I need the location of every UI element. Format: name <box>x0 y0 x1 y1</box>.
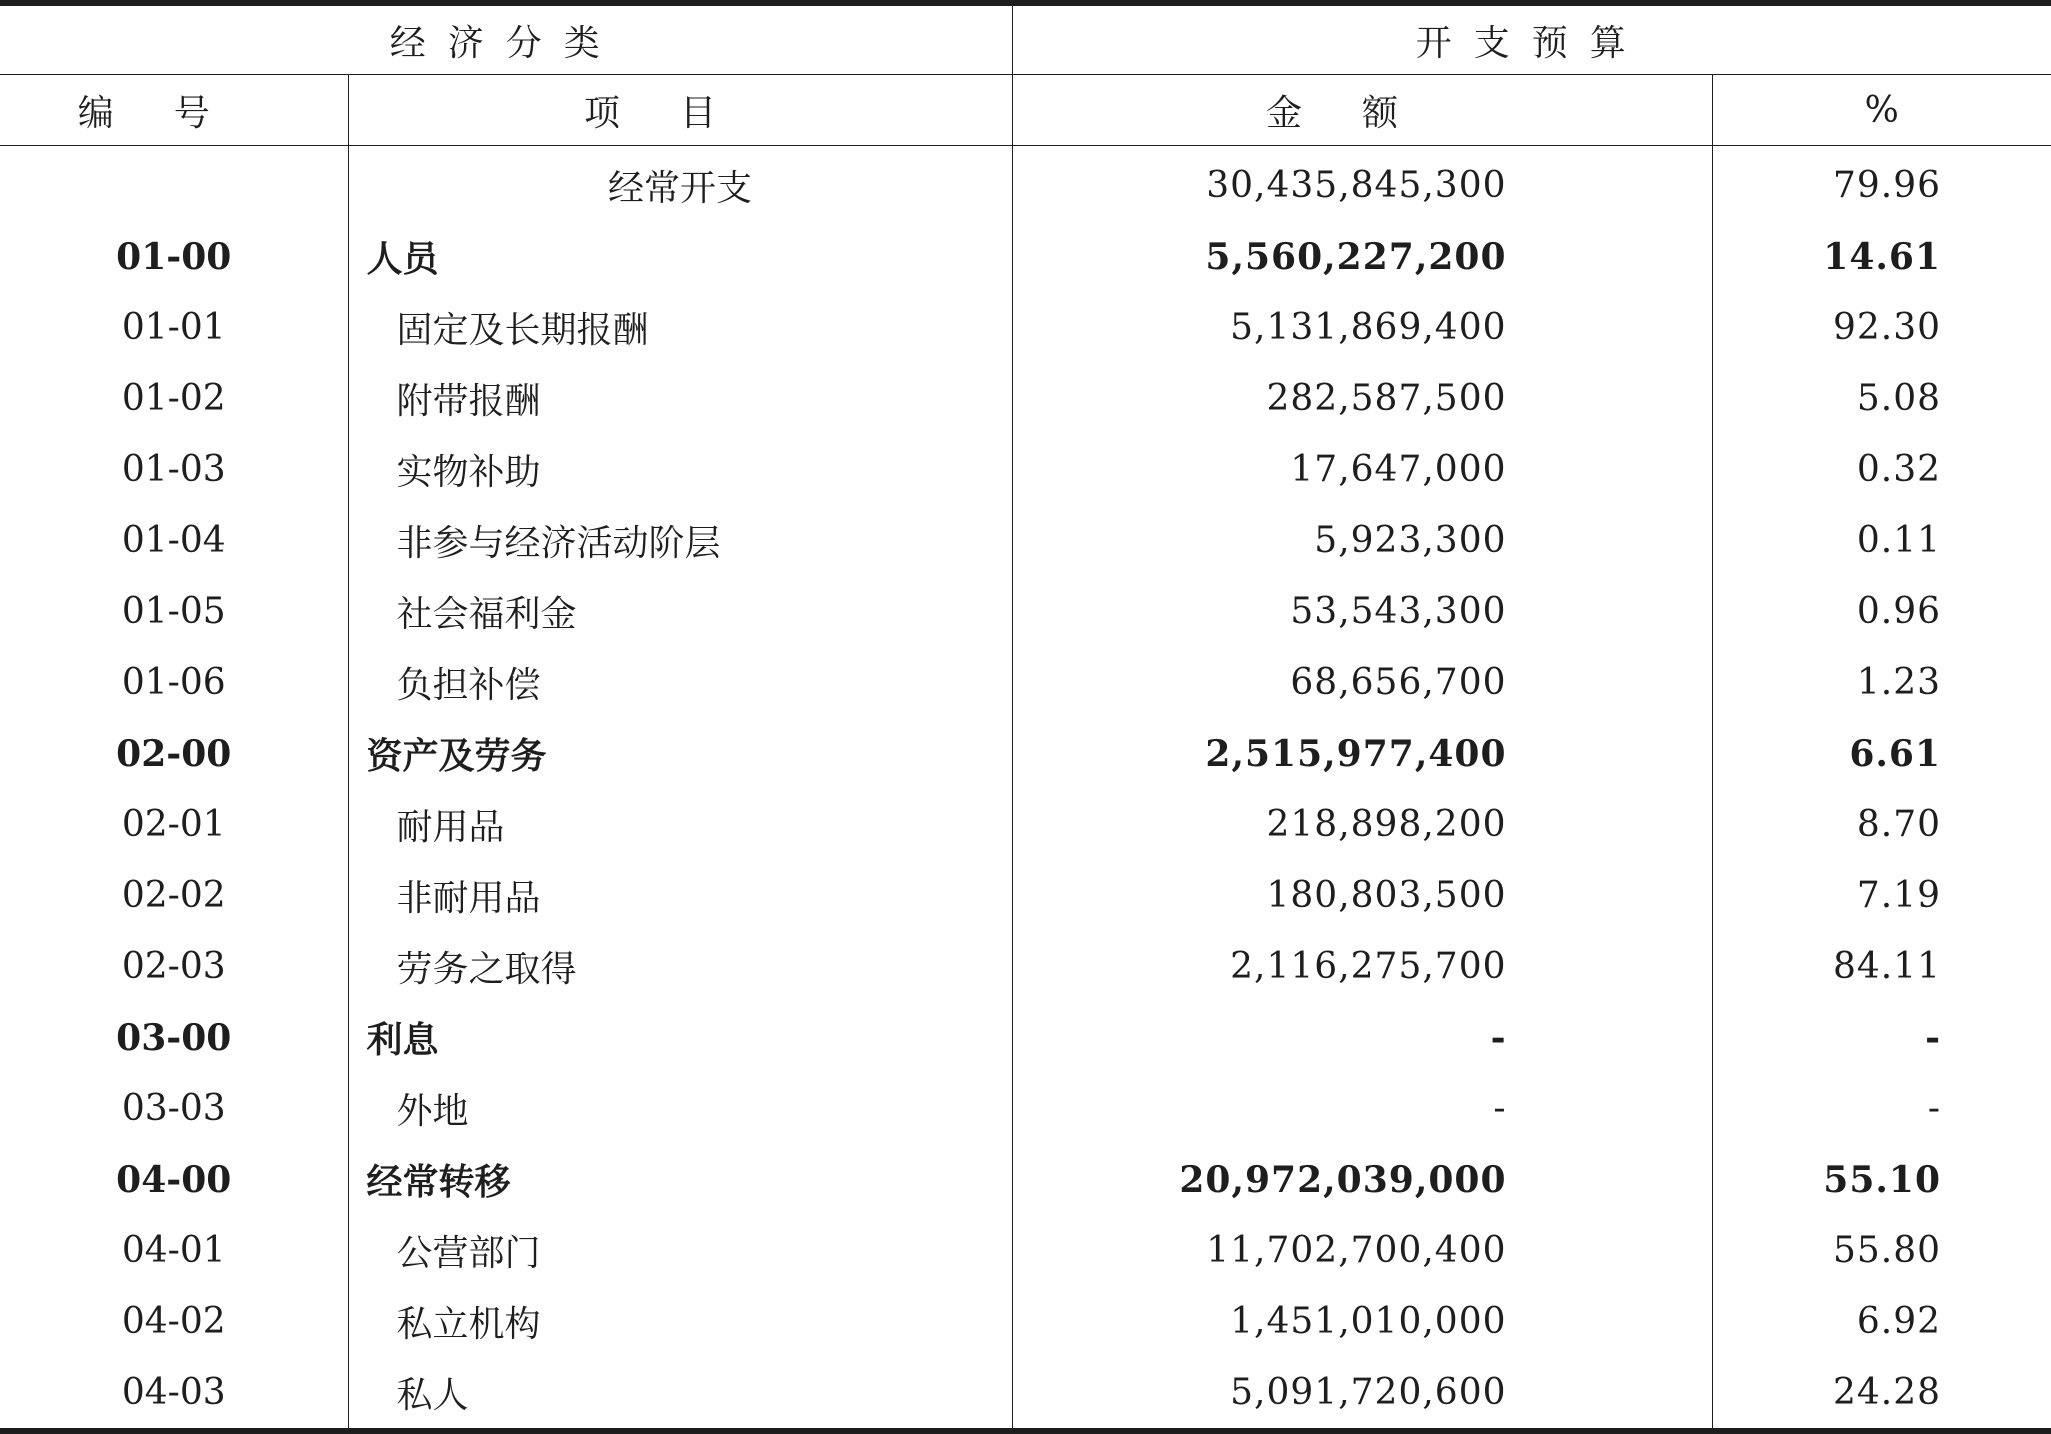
cell-amount: 68,656,700 <box>1012 647 1712 718</box>
table-row <box>0 1144 2051 1215</box>
cell-amount: 282,587,500 <box>1012 363 1712 434</box>
table-row <box>0 221 2051 292</box>
cell-percent: 24.28 <box>1712 1357 2051 1431</box>
header-column-row <box>0 75 2051 146</box>
table-row <box>0 292 2051 363</box>
cell-item: 利息 <box>348 1002 1012 1073</box>
column-header-percent: % <box>1712 75 2051 146</box>
cell-code <box>0 146 348 222</box>
cell-code: 02-03 <box>121 946 226 987</box>
cell-code: 04-03 <box>0 1357 348 1431</box>
cell-amount: 5,091,720,600 <box>1012 1357 1712 1431</box>
cell-amount: - <box>1012 1073 1712 1144</box>
cell-percent: 55.10 <box>1712 1144 2051 1215</box>
table-row <box>0 718 2051 789</box>
table-row <box>0 1073 2051 1144</box>
cell-code: 04-00 <box>116 1158 232 1201</box>
cell-item: 外地 <box>348 1073 1012 1144</box>
table-row <box>0 363 2051 434</box>
cell-item: 耐用品 <box>348 789 1012 860</box>
cell-amount: 20,972,039,000 <box>1012 1144 1712 1215</box>
table-row <box>0 860 2051 931</box>
cell-code: 03-00 <box>116 1016 232 1059</box>
cell-code: 01-04 <box>121 520 226 561</box>
table-row <box>0 1215 2051 1286</box>
column-header-amount: 金额 <box>1012 75 1712 146</box>
column-header-code: 编号 <box>0 75 348 146</box>
cell-amount: 5,131,869,400 <box>1012 292 1712 363</box>
table-row <box>0 1357 2051 1431</box>
header-economic-classification: 经济分类 <box>0 3 1012 75</box>
cell-percent: 92.30 <box>1712 292 2051 363</box>
cell-code: 01-06 <box>121 662 226 703</box>
table-row <box>0 1002 2051 1073</box>
cell-code: 02-00 <box>116 732 232 775</box>
cell-percent: 84.11 <box>1712 931 2051 1002</box>
cell-item: 非参与经济活动阶层 <box>348 505 1012 576</box>
table-row <box>0 789 2051 860</box>
cell-amount: 180,803,500 <box>1012 860 1712 931</box>
cell-item: 经常转移 <box>348 1144 1012 1215</box>
cell-percent: 0.32 <box>1712 434 2051 505</box>
cell-amount: 5,923,300 <box>1012 505 1712 576</box>
cell-amount: 11,702,700,400 <box>1012 1215 1712 1286</box>
cell-percent: 14.61 <box>1712 221 2051 292</box>
cell-item: 人员 <box>348 221 1012 292</box>
cell-code: 04-01 <box>121 1230 226 1271</box>
table-body <box>0 146 2051 1432</box>
cell-item: 经常开支 <box>348 146 1012 222</box>
cell-percent: 7.19 <box>1712 860 2051 931</box>
cell-amount: 2,116,275,700 <box>1012 931 1712 1002</box>
cell-amount: 5,560,227,200 <box>1012 221 1712 292</box>
cell-item: 劳务之取得 <box>348 931 1012 1002</box>
cell-amount: 1,451,010,000 <box>1012 1286 1712 1357</box>
cell-percent: 55.80 <box>1712 1215 2051 1286</box>
column-header-item: 项目 <box>348 75 1012 146</box>
table-header <box>0 3 2051 146</box>
cell-item: 资产及劳务 <box>348 718 1012 789</box>
cell-code: 02-02 <box>121 875 226 916</box>
cell-item: 非耐用品 <box>348 860 1012 931</box>
cell-percent: 6.92 <box>1712 1286 2051 1357</box>
cell-percent: 8.70 <box>1712 789 2051 860</box>
cell-amount: 2,515,977,400 <box>1012 718 1712 789</box>
cell-item: 固定及长期报酬 <box>348 292 1012 363</box>
cell-percent: 0.96 <box>1712 576 2051 647</box>
cell-percent: 1.23 <box>1712 647 2051 718</box>
cell-amount: 30,435,845,300 <box>1012 146 1712 222</box>
table-row <box>0 931 2051 1002</box>
cell-item: 附带报酬 <box>348 363 1012 434</box>
cell-item: 社会福利金 <box>348 576 1012 647</box>
cell-code: 03-03 <box>121 1088 226 1129</box>
table-row <box>0 647 2051 718</box>
cell-code: 01-02 <box>121 378 226 419</box>
cell-percent: 0.11 <box>1712 505 2051 576</box>
cell-percent: 79.96 <box>1712 146 2051 222</box>
cell-code: 01-00 <box>116 235 232 278</box>
cell-item: 负担补偿 <box>348 647 1012 718</box>
cell-percent: 6.61 <box>1712 718 2051 789</box>
cell-percent: - <box>1712 1073 2051 1144</box>
table-row <box>0 434 2051 505</box>
table-row <box>0 146 2051 222</box>
header-expenditure-budget: 开支预算 <box>1012 3 2051 75</box>
cell-code: 01-05 <box>121 591 226 632</box>
table-row <box>0 1286 2051 1357</box>
cell-percent: - <box>1712 1002 2051 1073</box>
table-row <box>0 505 2051 576</box>
cell-amount: 17,647,000 <box>1012 434 1712 505</box>
table-row <box>0 576 2051 647</box>
cell-item: 私人 <box>348 1357 1012 1431</box>
cell-amount: 218,898,200 <box>1012 789 1712 860</box>
cell-code: 02-01 <box>121 804 226 845</box>
cell-percent: 5.08 <box>1712 363 2051 434</box>
cell-amount: 53,543,300 <box>1012 576 1712 647</box>
cell-amount: - <box>1012 1002 1712 1073</box>
cell-code: 01-03 <box>121 449 226 490</box>
cell-item: 私立机构 <box>348 1286 1012 1357</box>
cell-code: 04-02 <box>121 1301 226 1342</box>
cell-item: 公营部门 <box>348 1215 1012 1286</box>
header-group-row <box>0 3 2051 75</box>
cell-code: 01-01 <box>121 307 226 348</box>
cell-item: 实物补助 <box>348 434 1012 505</box>
